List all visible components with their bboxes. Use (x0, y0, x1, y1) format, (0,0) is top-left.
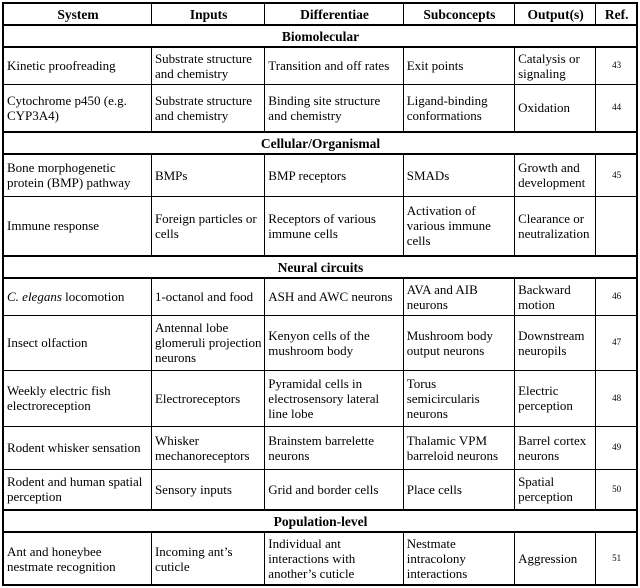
cell-inputs: Antennal lobe glomeruli projection neurons (151, 315, 264, 370)
cell-differentiae: Individual ant interactions with another’s cuticle (265, 532, 403, 585)
cell-subconcepts: Nestmate intracolony interactions (403, 532, 514, 585)
section-row-cellular-organismal (3, 132, 637, 154)
cell-system: Immune response (3, 196, 151, 256)
table-row (3, 278, 637, 315)
cell-differentiae: Pyramidal cells in electrosensory lateral line lobe (265, 370, 403, 426)
table-row (3, 154, 637, 196)
cell-ref: 43 (596, 47, 637, 84)
cell-subconcepts: Torus semicircularis neurons (403, 370, 514, 426)
cell-differentiae: ASH and AWC neurons (265, 278, 403, 315)
cell-ref: 46 (596, 278, 637, 315)
cell-differentiae: BMP receptors (265, 154, 403, 196)
cell-subconcepts: Mushroom body output neurons (403, 315, 514, 370)
cell-inputs: Electroreceptors (151, 370, 264, 426)
column-header-ref: Ref. (596, 3, 637, 25)
cell-differentiae: Brainstem barrelette neurons (265, 426, 403, 469)
column-header-outputs: Output(s) (515, 3, 596, 25)
cell-ref (596, 196, 637, 256)
cell-ref: 44 (596, 84, 637, 132)
species-name: C. elegans (7, 289, 62, 305)
cell-inputs: Sensory inputs (151, 469, 264, 510)
table-row (3, 315, 637, 370)
section-title: Population-level (3, 510, 637, 532)
cell-subconcepts: Exit points (403, 47, 514, 84)
table-row (3, 47, 637, 84)
cell-subconcepts: AVA and AIB neurons (403, 278, 514, 315)
cell-outputs: Catalysis or signaling (515, 47, 596, 84)
cell-outputs: Downstream neuropils (515, 315, 596, 370)
cell-system (3, 278, 151, 315)
column-header-system: System (3, 3, 151, 25)
cell-outputs: Oxidation (515, 84, 596, 132)
column-header-inputs: Inputs (151, 3, 264, 25)
reference-table (2, 2, 638, 586)
cell-inputs: Whisker mechanoreceptors (151, 426, 264, 469)
cell-system: Ant and honeybee nestmate recognition (3, 532, 151, 585)
cell-differentiae: Transition and off rates (265, 47, 403, 84)
cell-differentiae: Binding site structure and chemistry (265, 84, 403, 132)
cell-inputs: Incoming ant’s cuticle (151, 532, 264, 585)
cell-outputs: Backward motion (515, 278, 596, 315)
cell-subconcepts: SMADs (403, 154, 514, 196)
cell-system: Bone morphogenetic protein (BMP) pathway (3, 154, 151, 196)
column-header-differentiae: Differentiae (265, 3, 403, 25)
cell-system: Rodent and human spatial perception (3, 469, 151, 510)
section-title: Cellular/Organismal (3, 132, 637, 154)
cell-ref: 47 (596, 315, 637, 370)
cell-system-text: locomotion (61, 289, 125, 305)
cell-inputs: Foreign particles or cells (151, 196, 264, 256)
cell-ref: 48 (596, 370, 637, 426)
cell-system: Insect olfaction (3, 315, 151, 370)
cell-outputs: Barrel cortex neurons (515, 426, 596, 469)
cell-system: Rodent whisker sensation (3, 426, 151, 469)
section-row-neural-circuits (3, 256, 637, 278)
cell-outputs: Growth and development (515, 154, 596, 196)
cell-outputs: Clearance or neutralization (515, 196, 596, 256)
cell-outputs: Spatial perception (515, 469, 596, 510)
cell-subconcepts: Activation of various immune cells (403, 196, 514, 256)
section-row-population-level (3, 510, 637, 532)
cell-system: Kinetic proofreading (3, 47, 151, 84)
table-row (3, 84, 637, 132)
cell-outputs: Electric perception (515, 370, 596, 426)
cell-ref: 51 (596, 532, 637, 585)
section-title: Neural circuits (3, 256, 637, 278)
cell-ref: 49 (596, 426, 637, 469)
cell-subconcepts: Thalamic VPM barreloid neurons (403, 426, 514, 469)
cell-inputs: BMPs (151, 154, 264, 196)
cell-subconcepts: Place cells (403, 469, 514, 510)
cell-system: Cytochrome p450 (e.g. CYP3A4) (3, 84, 151, 132)
cell-outputs: Aggression (515, 532, 596, 585)
header-row (3, 3, 637, 25)
section-title: Biomolecular (3, 25, 637, 47)
cell-inputs: 1-octanol and food (151, 278, 264, 315)
cell-ref: 50 (596, 469, 637, 510)
cell-subconcepts: Ligand-binding conformations (403, 84, 514, 132)
cell-differentiae: Receptors of various immune cells (265, 196, 403, 256)
table-row (3, 532, 637, 585)
section-row-biomolecular (3, 25, 637, 47)
table-row (3, 196, 637, 256)
cell-differentiae: Grid and border cells (265, 469, 403, 510)
table-row (3, 370, 637, 426)
cell-ref: 45 (596, 154, 637, 196)
cell-differentiae: Kenyon cells of the mushroom body (265, 315, 403, 370)
column-header-subconcepts: Subconcepts (403, 3, 514, 25)
cell-inputs: Substrate structure and chemistry (151, 84, 264, 132)
cell-inputs: Substrate structure and chemistry (151, 47, 264, 84)
cell-system: Weekly electric fish electroreception (3, 370, 151, 426)
table-row (3, 469, 637, 510)
table-row (3, 426, 637, 469)
